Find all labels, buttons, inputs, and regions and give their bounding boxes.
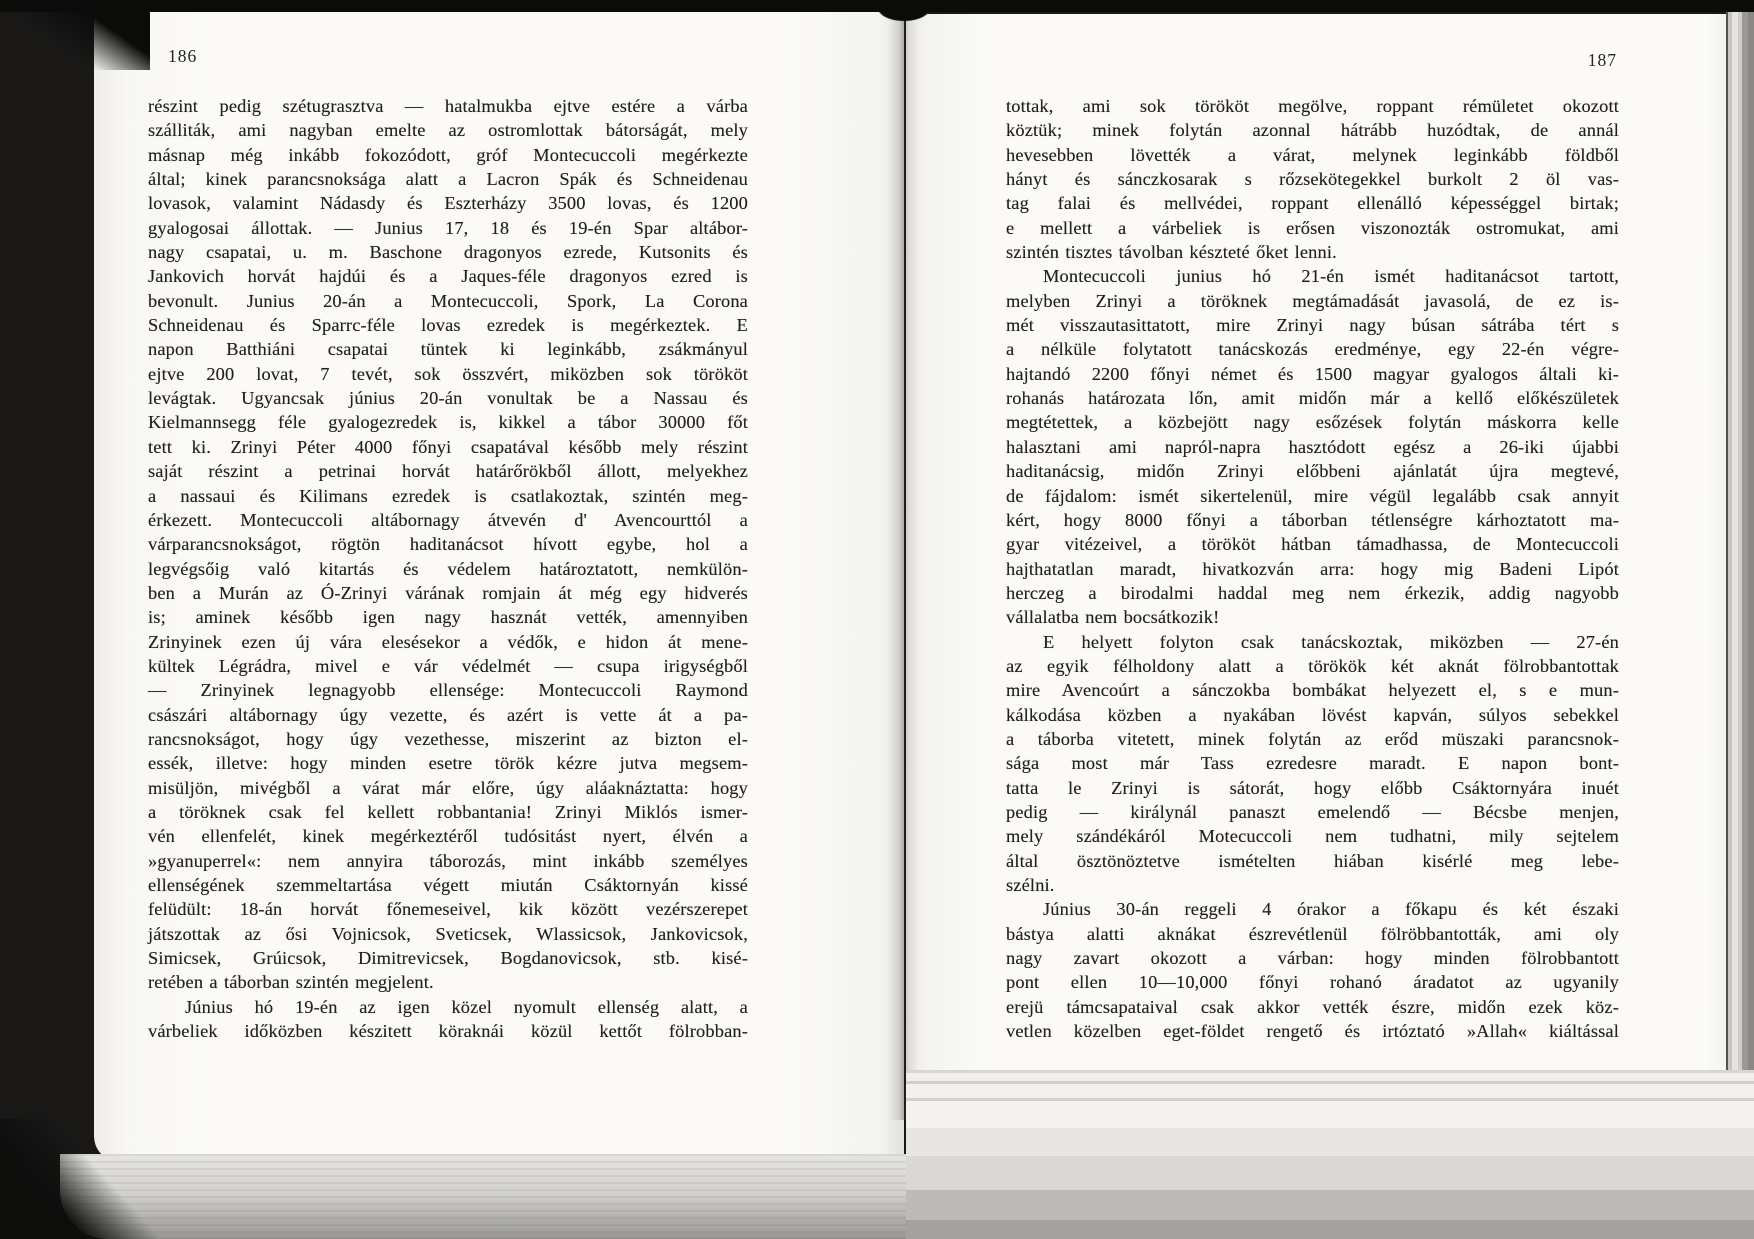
text-line: bástya alatti aknákat észrevétlenül fölröbbantották, ami oly: [1006, 923, 1619, 944]
text-line: napon Batthiáni csapatai tüntek ki leginkább, zsákmányul: [148, 339, 748, 360]
text-line: tottak, ami sok törököt megölve, roppant rémületet okozott: [1006, 96, 1619, 116]
page-stack-bottom-right-edge: [906, 1070, 1754, 1239]
text-line: mire Avencoúrt a sánczokba bombákat helyezett el, s e mun-: [1006, 680, 1619, 701]
text-line: felüdült: 18-án horvát főnemeseivel, kik között vezérszerepet: [148, 899, 748, 920]
text-line: — Zrinyinek legnagyobb ellensége: Montecuccoli Raymond: [148, 680, 748, 701]
book-background-corner-bottom-left: [0, 1119, 170, 1239]
page-stack-right-edge: [1726, 12, 1754, 1070]
text-line: tett ki. Zrinyi Péter 4000 főnyi csapatával később mely részint: [148, 436, 748, 457]
text-line: ellenségének szemmeltartása végett miután Csáktornyán kissé: [148, 875, 748, 895]
text-line: vén ellenfelét, kinek megérkeztéről tudósitást nyert, élvén a: [148, 826, 748, 847]
text-line: herczeg a birodalmi haddal meg nem érkezik, addig nagyobb: [1006, 582, 1619, 603]
text-line: lovasok, valamint Nádasdy és Eszterházy 3500 lovas, és 1200: [148, 193, 748, 214]
text-line: várparancsnokságot, rögtön haditanácsot hívott egybe, hol a: [148, 534, 748, 555]
text-line: által; kinek parancsnoksága alatt a Lacron Spák és Schneidenau: [148, 169, 748, 190]
text-line: kálkodása közben a nyakában lövést kapván, súlyos sebekkel: [1006, 704, 1619, 725]
page-left-text-column: [148, 94, 748, 1043]
text-line: által ösztönöztetve ismételten hiában kisérlé meg lebe-: [1006, 850, 1619, 871]
text-line: mely szándékáról Motecuccoli nem tudhatni, mily sejtelem: [1006, 826, 1619, 847]
page-number-right: 187: [1587, 50, 1617, 70]
text-line: vetlen közelben eget-földet rengető és irtóztató »Allah« kiáltással: [1006, 1021, 1619, 1042]
text-line: mét visszautasittatott, mire Zrinyi nagy búsan sátrába tért s: [1006, 315, 1619, 336]
text-line: kért, hogy 8000 főnyi a táborban tétlenségre kárhoztatott ma-: [1006, 509, 1619, 530]
text-line: pont ellen 10—10,000 főnyi rohanó áradatot az ugyanily: [1006, 972, 1619, 993]
text-line: haditanácsig, midőn Zrinyi előbbeni ajánlatát újra megtevé,: [1006, 461, 1619, 482]
text-line: nagy csapatai, u. m. Baschone dragonyos ezrede, Kutsonits és: [148, 242, 748, 263]
page-stack-left-edge: [0, 6, 100, 1202]
book-gutter-shadow: [888, 10, 918, 1120]
text-line: vállalatba nem bocsátkozik!: [1006, 607, 1220, 628]
text-line: essék, illetve: hogy minden esetre török kézre jutva megsem-: [148, 753, 748, 774]
text-line: tatta le Zrinyi is sátorát, hogy előbb Csáktornyára inuét: [1006, 777, 1619, 798]
text-line: játszottak az ősi Vojnicsok, Sveticsek, Wlassicsok, Jankovicsok,: [148, 923, 748, 944]
text-line: legvégsőig való kitartás és védelem határoztatott, nemkülön-: [148, 558, 748, 579]
text-line: retében a táborban szintén megjelent.: [148, 972, 434, 993]
text-line: Schneidenau és Sparrc-féle lovas ezredek is megérkeztek. E: [148, 315, 748, 336]
page-right: [906, 14, 1730, 1070]
text-line: hevesebben lövették a várat, melynek leginkább földből: [1006, 144, 1619, 165]
text-line: részint pedig szétugrasztva — hatalmukba ejtve estére a várba: [148, 96, 748, 116]
book-background-corner-top-left: [0, 0, 150, 70]
page-number-left: 186: [168, 46, 198, 66]
text-line: de fájdalom: ismét sikertelenül, mire végül legalább csak annyit: [1006, 485, 1619, 506]
text-line: rancsnokságot, hogy úgy vezethesse, miszerint az bizton el-: [148, 728, 748, 749]
text-line: e mellett a várbeliek is erősen viszonozták ostromukat, ami: [1006, 217, 1619, 238]
text-line: érkezett. Montecuccoli altábornagy átvevén d' Avencourttól a: [148, 509, 748, 530]
text-line: saját részint a petrinai horvát határőrökből állott, melyekhez: [148, 461, 748, 482]
text-line: Június hó 19-én az igen közel nyomult ellenség alatt, a: [185, 996, 748, 1017]
page-stack-bottom-left-edge: [60, 1154, 906, 1239]
text-line: is; aminek később igen nagy hasznát vették, amennyiben: [148, 607, 748, 628]
text-line: halasztani ami napról-napra hasztódott egész a 26-iki újabbi: [1006, 436, 1619, 457]
text-line: misüljön, mivégből a várat már előre, úgy aláaknáztatta: hogy: [148, 777, 748, 798]
text-line: levágtak. Ugyancsak június 20-án vonultak be a Nassau és: [148, 388, 748, 409]
text-line: bevonult. Junius 20-án a Montecuccoli, Spork, La Corona: [148, 290, 748, 311]
text-line: kültek Légrádra, mivel e vár védelmét — csupa irigységből: [148, 655, 748, 676]
text-line: másnap még inkább fokozódott, gróf Montecuccoli megérkezte: [148, 144, 748, 165]
text-line: Jankovich horvát hajdúi és a Jaques-féle dragonyos ezred is: [148, 266, 748, 287]
text-line: császári altábornagy úgy vezette, és azért is vette át a pa-: [148, 704, 748, 725]
page-right-text-column: [1006, 94, 1619, 1043]
text-line: hajtandó 2200 főnyi német és 1500 magyar gyalogos általi ki-: [1006, 363, 1619, 384]
text-line: Zrinyinek ezen új vára elesésekor a védők, e hidon át mene-: [148, 631, 748, 652]
text-line: nagy zavart okozott a várban: hogy minden fölrobbantott: [1006, 948, 1619, 969]
text-line: »gyanuperrel«: nem annyira táborozás, mint inkább személyes: [148, 850, 748, 871]
text-line: a nassaui és Kilimans ezredek is csatlakoztak, szintén meg-: [148, 485, 748, 506]
text-line: a töröknek csak fel kellett robbantania! Zrinyi Miklós ismer-: [148, 801, 748, 822]
text-line: pedig — királynál panaszt emelendő — Bécsbe menjen,: [1006, 801, 1619, 822]
text-line: az egyik félholdony alatt a törökök két aknát fölrobbantottak: [1006, 655, 1619, 676]
text-line: szintén tisztes távolban készteté őket lenni.: [1006, 242, 1337, 263]
text-line: a táborba vitetett, minek folytán az erőd müszaki parancsnok-: [1006, 728, 1619, 749]
text-line: hajthatatlan maradt, hivatkozván arra: hogy mig Badeni Lipót: [1006, 558, 1619, 579]
text-line: sága most már Tass ezredesre maradt. E napon bont-: [1006, 753, 1619, 774]
text-line: rohanás határozata lőn, amit midőn már a kellő előkészületek: [1006, 388, 1619, 409]
text-line: E helyett folyton csak tanácskoztak, miközben — 27-én: [1043, 631, 1619, 652]
text-line: gyalogosai állottak. — Junius 17, 18 és 19-én Spar altábor-: [148, 217, 748, 238]
text-line: ben a Murán az Ó-Zrinyi várának romjain át még egy hidverés: [148, 582, 748, 603]
text-line: hányt és sánczkosarak s rőzsekötegekkel burkolt 2 öl vas-: [1006, 169, 1619, 190]
text-line: Június 30-án reggeli 4 órakor a főkapu és két északi: [1043, 899, 1619, 920]
text-line: megtétettek, a közbejött nagy esőzések folytán máskorra kelle: [1006, 412, 1619, 433]
page-left: [94, 10, 904, 1162]
text-line: tag falai és mellvédei, roppant ellenálló képességgel birtak;: [1006, 193, 1619, 214]
text-line: a nélküle folytatott tanácskozás eredménye, egy 22-én végre-: [1006, 339, 1619, 360]
text-line: Montecuccoli junius hó 21-én ismét haditanácsot tartott,: [1043, 266, 1619, 287]
text-line: ejtve 200 lovat, 7 tevét, sok összvért, miközben sok törököt: [148, 363, 748, 384]
book-gutter-top-notch: [856, 8, 952, 32]
text-line: várbeliek időközben készitett köraknái közül kettőt fölrobban-: [148, 1021, 748, 1042]
text-line: erejü támcsapataival csak akkor vették észre, midőn ezek köz-: [1006, 996, 1619, 1017]
text-line: szélni.: [1006, 875, 1055, 895]
text-line: szálliták, ami nagyban emelte az ostromlottak bátorságát, mely: [148, 120, 748, 141]
text-line: melyben Zrinyi a töröknek megtámadását javasolá, de ez is-: [1006, 290, 1619, 311]
text-line: köztük; minek folytán azonnal hátrább huzódtak, de annál: [1006, 120, 1619, 141]
text-line: Simicsek, Grúicsok, Dimitrevicsek, Bogdanovicsok, stb. kisé-: [148, 948, 748, 969]
text-line: Kielmannsegg féle gyalogezredek is, kikkel a tábor 30000 főt: [148, 412, 748, 433]
text-line: gyar vitézeivel, a törököt hátban támadhassa, de Montecuccoli: [1006, 534, 1619, 555]
